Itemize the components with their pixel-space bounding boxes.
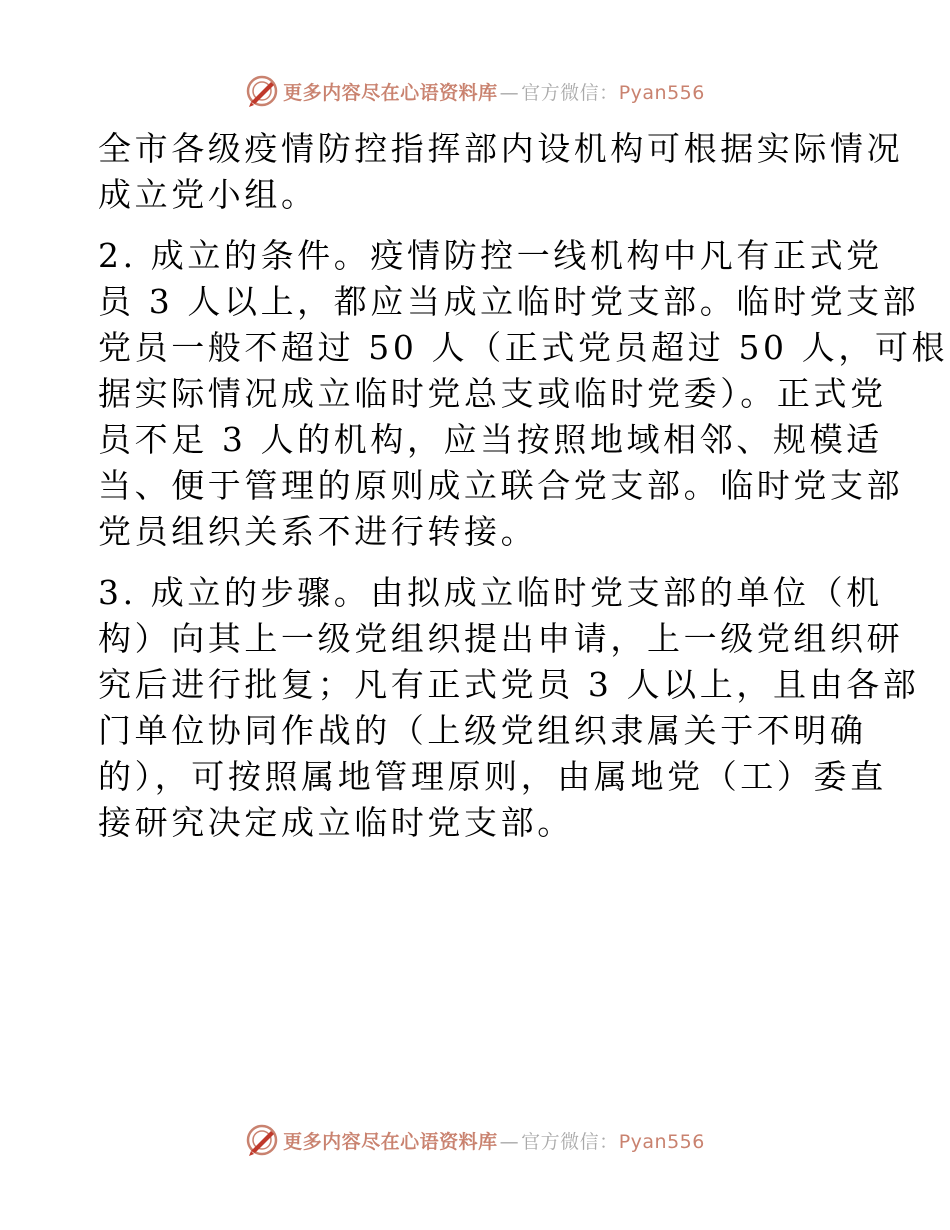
paragraph-steps [98, 570, 920, 846]
paragraph-conditions [98, 233, 949, 555]
text-line: 员 3 人以上，都应当成立临时党支部。临时党支部 [98, 282, 920, 321]
watermark-text [283, 1127, 705, 1154]
watermark-wechat-id: Pyan556 [618, 1130, 705, 1153]
text-line: 党员一般不超过 50 人（正式党员超过 50 人，可根 [98, 328, 949, 367]
footer-watermark [0, 1120, 950, 1160]
watermark-brand: 更多内容尽在心语资料库 [283, 1130, 498, 1153]
text-line: 员不足 3 人的机构，应当按照地域相邻、规模适 [98, 420, 883, 459]
quill-seal-icon [245, 74, 279, 108]
document-body [98, 126, 949, 861]
watermark-separator: — [499, 81, 520, 104]
text-line: 门单位协同作战的（上级党组织隶属关于不明确 [98, 711, 867, 750]
text-line: 的），可按照属地管理原则，由属地党（工）委直 [98, 757, 887, 796]
watermark-wechat-id: Pyan556 [618, 81, 705, 104]
text-line: 究后进行批复；凡有正式党员 3 人以上，且由各部 [98, 665, 920, 704]
watermark-separator: — [499, 1130, 520, 1153]
text-line: 2. 成立的条件。疫情防控一线机构中凡有正式党 [98, 236, 883, 275]
watermark-label: 官方微信： [521, 81, 619, 104]
watermark-label: 官方微信： [521, 1130, 619, 1153]
text-line: 3. 成立的步骤。由拟成立临时党支部的单位（机 [98, 573, 883, 612]
text-line: 接研究决定成立临时党支部。 [98, 803, 574, 842]
watermark-text [283, 78, 705, 105]
header-watermark [0, 71, 950, 111]
text-line: 成立党小组。 [98, 175, 318, 214]
quill-seal-icon [245, 1123, 279, 1157]
text-line: 党员组织关系不进行转接。 [98, 512, 538, 551]
paragraph-intro [98, 126, 904, 218]
text-line: 构）向其上一级党组织提出申请，上一级党组织研 [98, 619, 904, 658]
text-line: 据实际情况成立临时党总支或临时党委）。正式党 [98, 374, 887, 413]
text-line: 当、便于管理的原则成立联合党支部。临时党支部 [98, 466, 904, 505]
text-line: 全市各级疫情防控指挥部内设机构可根据实际情况 [98, 129, 904, 168]
watermark-brand: 更多内容尽在心语资料库 [283, 81, 498, 104]
